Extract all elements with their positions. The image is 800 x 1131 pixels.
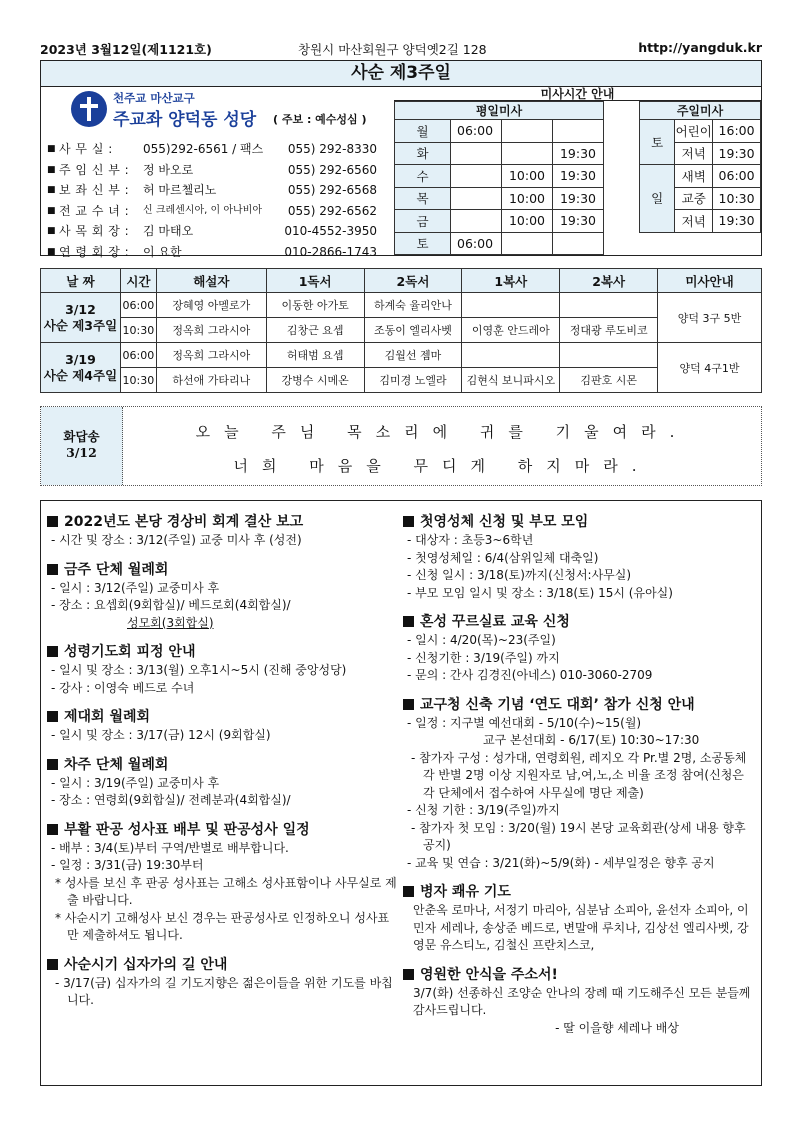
notice-section: [403, 613, 759, 685]
mass-time: 19:30: [713, 210, 761, 233]
staff-role: 사 목 회 장 :: [59, 224, 130, 238]
first-reader-name: 허태범 요셉: [266, 343, 364, 368]
duty-row: [41, 318, 762, 343]
notice-title: [403, 613, 759, 632]
church-logo: [71, 91, 371, 135]
first-reader-name: 김창근 요셉: [266, 318, 364, 343]
duty-column-header: 미사안내: [658, 269, 762, 293]
notice-title-text: 제대회 월례회: [64, 709, 151, 725]
duty-date-sunday: 사순 제4주일: [43, 367, 118, 383]
weekday-label: 월: [395, 120, 451, 143]
staff-name: 신 크레센시아, 이 아나비아: [143, 204, 262, 216]
notice-section: [47, 561, 399, 633]
notice-title-text: 차주 단체 월례회: [64, 756, 169, 773]
website-link[interactable]: http://yangduk.kr: [638, 40, 762, 55]
weekday-mass-row: [395, 142, 604, 165]
notice-line: - 교육 및 연습 : 3/21(화)~5/9(화) - 세부일정은 향후 공지: [407, 855, 715, 870]
staff-name: 정 바오로: [143, 162, 194, 177]
bullet-icon: ■: [47, 144, 56, 154]
second-reader-name: 김월선 젬마: [364, 343, 462, 368]
notice-line: - 부모 모임 일시 및 장소 : 3/18(토) 15시 (유아실): [407, 585, 673, 600]
staff-name: 055)292-6561 / 팩스: [143, 142, 264, 156]
notice-section: [47, 756, 399, 810]
mass-kind: 저녁: [675, 142, 713, 165]
duty-column-header: 해설자: [156, 269, 266, 293]
mass-time: 16:00: [713, 120, 761, 143]
notice-title-text: 사순시기 십자가의 길 안내: [64, 956, 228, 973]
notice-line: - 첫영성체일 : 6/4(삼위일체 대축일): [407, 550, 599, 565]
staff-role: 연 령 회 장 :: [59, 244, 130, 259]
staff-phone: 010-2866-1743: [284, 244, 377, 259]
notice-line: 교구 본선대회 - 6/17(토) 10:30~17:30: [483, 733, 700, 747]
notice-title: [47, 708, 399, 727]
duty-date-sunday: 사순 제3주일: [43, 317, 118, 333]
issue-date: 2023년 3월12일(제1121호): [40, 42, 212, 57]
sunday-label: 일: [640, 165, 675, 233]
notice-line: - 배부 : 3/4(토)부터 구역/반별로 배부합니다.: [51, 840, 289, 855]
square-bullet-icon: [47, 564, 58, 575]
square-bullet-icon: [403, 969, 414, 980]
duty-time: 10:30: [120, 368, 156, 393]
psalm-label-title: 화답송: [63, 429, 100, 444]
weekday-mass-row: [395, 232, 604, 255]
first-server-name: 김현식 보니파시오: [462, 368, 560, 393]
bullet-icon: ■: [47, 164, 56, 175]
mass-kind: 저녁: [675, 210, 713, 233]
notice-title-text: 혼성 꾸르실료 교육 신청: [420, 614, 570, 630]
first-server-name: [462, 293, 560, 318]
duty-date-day: 3/19: [65, 351, 96, 367]
staff-role: 보 좌 신 부 :: [59, 183, 130, 197]
second-server-name: [560, 343, 658, 368]
square-bullet-icon: [403, 616, 414, 627]
second-server-name: 정대광 루도비코: [560, 318, 658, 343]
mass-kind: 어린이: [675, 120, 713, 143]
notice-line: - 신청 기한 : 3/19(주일)까지: [407, 803, 560, 817]
weekday-label: 화: [395, 142, 451, 165]
mass-schedule-title: 미사시간 안내: [394, 87, 761, 101]
square-bullet-icon: [403, 886, 414, 897]
weekday-mass-row: [395, 210, 604, 233]
notice-title: [403, 696, 759, 715]
staff-row: [47, 201, 377, 222]
notice-section: [47, 513, 399, 550]
mass-time: 06:00: [451, 120, 502, 143]
first-server-name: 이영훈 안드레아: [462, 318, 560, 343]
notice-line: * 사순시기 고해성사 보신 경우는 판공성사로 인정하오니 성사표만 제출하셔도 됩니다.: [55, 910, 390, 942]
mass-guide: 양덕 3구 5반: [658, 293, 762, 343]
notice-line: - 일시 : 3/12(주일) 교중미사 후: [51, 580, 220, 595]
mass-time: 19:30: [553, 187, 604, 210]
staff-role: 주 임 신 부 :: [59, 162, 130, 177]
notice-line: - 일정 : 지구별 예선대회 - 5/10(수)~15(월): [407, 715, 642, 730]
page-title: 사순 제3주일: [41, 61, 761, 87]
weekday-label: 토: [395, 232, 451, 255]
diocese-name: 천주교 마산교구: [113, 91, 195, 105]
staff-name: 허 마르첼리노: [143, 183, 217, 197]
notices-left-column: [47, 513, 399, 1021]
notice-title: [47, 821, 399, 840]
duty-column-header: 2독서: [364, 269, 462, 293]
mass-time: 10:00: [502, 187, 553, 210]
mass-time: [553, 232, 604, 255]
church-address: 창원시 마산회원구 양덕옛2길 128: [298, 42, 487, 57]
weekday-label: 금: [395, 210, 451, 233]
notice-title-text: 부활 판공 성사표 배부 및 판공성사 일정: [64, 821, 310, 838]
notice-line: - 참가자 구성 : 성가대, 연령회원, 레지오 각 Pr.별 2명, 소공동체 각 반별 2명 이상 지원자로 남,여,노,소 비율 조정 참여(신청은 각 단체에서 접수하여 사무실에 명단 제출): [411, 750, 747, 800]
notice-title-text: 첫영성체 신청 및 부모 모임: [420, 514, 589, 530]
notice-title: [47, 513, 399, 532]
notice-line: - 강사 : 이영숙 베드로 수녀: [51, 680, 195, 695]
responsorial-psalm-box: [40, 406, 762, 486]
staff-phone: 055) 292-6560: [287, 162, 377, 177]
notice-section: [403, 696, 759, 873]
notice-line: - 시간 및 장소 : 3/12(주일) 교중 미사 후 (성전): [51, 533, 302, 547]
notice-title: [47, 561, 399, 580]
mass-time: 19:30: [553, 165, 604, 188]
staff-row: [47, 180, 377, 201]
notice-line: - 일시 및 장소 : 3/17(금) 12시 (9회합실): [51, 728, 271, 742]
duty-date: [41, 343, 121, 393]
second-reader-name: 하계숙 율리안나: [364, 293, 462, 318]
staff-row: [47, 160, 377, 181]
bullet-icon: ■: [47, 246, 56, 257]
bullet-icon: ■: [47, 185, 56, 195]
staff-phone: 010-4552-3950: [284, 224, 377, 238]
notice-line: 성모회(3회합실): [127, 615, 214, 630]
square-bullet-icon: [47, 711, 58, 722]
square-bullet-icon: [47, 646, 58, 657]
mass-time: [451, 210, 502, 233]
notice-title-text: 2022년도 본당 경상비 회계 결산 보고: [64, 514, 304, 530]
notice-section: [403, 513, 759, 602]
second-reader-name: 조동이 엘리사벳: [364, 318, 462, 343]
duty-row: [41, 293, 762, 318]
weekday-mass-row: [395, 120, 604, 143]
second-reader-name: 김미경 노엘라: [364, 368, 462, 393]
psalm-label-date: 3/12: [66, 445, 97, 460]
liturgy-duty-table: [40, 268, 762, 393]
notice-line: - 대상자 : 초등3~6학년: [407, 533, 534, 547]
weekday-mass-table: [394, 101, 604, 255]
notice-line: - 일시 : 3/19(주일) 교중미사 후: [51, 775, 220, 790]
mass-time: 10:00: [502, 210, 553, 233]
duty-time: 06:00: [120, 293, 156, 318]
patron-note: ( 주보 : 예수성심 ): [273, 113, 367, 126]
notice-line: - 3/17(금) 십자가의 길 기도지향은 젊은이들을 위한 기도를 바칩니다.: [55, 975, 393, 1007]
first-reader-name: 이동한 아가토: [266, 293, 364, 318]
notice-line: - 신청 일시 : 3/18(토)까지(신청서:사무실): [407, 568, 632, 582]
staff-role: 전 교 수 녀 :: [59, 203, 130, 218]
staff-row: [47, 139, 377, 160]
square-bullet-icon: [47, 759, 58, 770]
notice-line: - 딸 이을향 세레나 배상: [555, 1020, 679, 1035]
notice-line: - 일시 : 4/20(목)~23(주일): [407, 633, 556, 647]
second-server-name: 김판호 시몬: [560, 368, 658, 393]
mass-time: 19:30: [713, 142, 761, 165]
notice-section: [47, 643, 399, 697]
notice-line: - 참가자 첫 모임 : 3/20(월) 19시 본당 교육회관(상세 내용 향후 공지): [411, 820, 746, 852]
duty-time: 06:00: [120, 343, 156, 368]
header-box: [40, 60, 762, 259]
notice-title: [403, 966, 759, 985]
mass-time: [502, 120, 553, 143]
staff-name: 이 요한: [143, 244, 182, 259]
weekday-label: 목: [395, 187, 451, 210]
mass-kind: 새벽: [675, 165, 713, 188]
notice-line: - 신청기한 : 3/19(주일) 까지: [407, 650, 560, 665]
staff-phone: 055) 292-8330: [287, 142, 377, 156]
staff-list: [47, 139, 377, 262]
notice-title-text: 병자 쾌유 기도: [420, 884, 511, 900]
notice-section: [47, 956, 399, 1010]
weekday-mass-row: [395, 165, 604, 188]
psalm-line-1: 오늘 주님 목소리에 귀를 기울여라.: [195, 423, 689, 441]
mass-time: 19:30: [553, 210, 604, 233]
notice-line: - 장소 : 연령회(9회합실)/ 전례분과(4회합실)/: [51, 793, 291, 807]
duty-column-header: 1복사: [462, 269, 560, 293]
sunday-mass-table: [639, 101, 761, 233]
notice-title: [403, 883, 759, 902]
square-bullet-icon: [47, 824, 58, 835]
square-bullet-icon: [47, 516, 58, 527]
notice-title-text: 영원한 안식을 주소서!: [420, 966, 558, 983]
notice-line: - 장소 : 요셉회(9회합실)/ 베드로회(4회합실)/: [51, 598, 291, 612]
commentator-name: 하선애 가타리나: [156, 368, 266, 393]
staff-phone: 055) 292-6568: [287, 183, 377, 197]
commentator-name: 정옥희 그라시아: [156, 343, 266, 368]
mass-time: 19:30: [553, 142, 604, 165]
weekday-mass-header: 평일미사: [395, 102, 604, 120]
mass-time: 06:00: [713, 165, 761, 188]
notice-title: [47, 956, 399, 975]
mass-kind: 교중: [675, 187, 713, 210]
notice-section: [403, 966, 759, 1038]
church-name: 주교좌 양덕동 성당: [113, 110, 257, 130]
sunday-mass-header: 주일미사: [640, 102, 761, 120]
staff-role: 사 무 실 :: [59, 142, 113, 156]
notice-line: - 문의 : 간사 김경진(아네스) 010-3060-2709: [407, 668, 653, 682]
psalm-line-2: 너희 마음을 무디게 하지마라.: [233, 457, 651, 475]
mass-time: 10:00: [502, 165, 553, 188]
mass-time: [451, 142, 502, 165]
mass-guide: 양덕 4구1반: [658, 343, 762, 393]
saturday-label: 토: [640, 120, 675, 165]
first-server-name: [462, 343, 560, 368]
commentator-name: 장혜영 아멜로가: [156, 293, 266, 318]
mass-time: 10:30: [713, 187, 761, 210]
mass-time: [451, 165, 502, 188]
duty-column-header: 1독서: [266, 269, 364, 293]
duty-row: [41, 368, 762, 393]
mass-time: 06:00: [451, 232, 502, 255]
mass-time: [502, 142, 553, 165]
notice-title: [47, 756, 399, 775]
duty-column-header: 시간: [120, 269, 156, 293]
notice-title: [47, 643, 399, 662]
notices-right-column: [403, 513, 759, 1048]
mass-time: [451, 187, 502, 210]
notice-line: - 일시 및 장소 : 3/13(월) 오후1시~5시 (진해 중앙성당): [51, 663, 347, 677]
notice-section: [47, 821, 399, 945]
notice-line: 3/7(화) 선종하신 조양순 안나의 장례 때 기도해주신 모든 분들께 감사드립니다.: [413, 985, 751, 1017]
duty-column-header: 날 짜: [41, 269, 121, 293]
notice-title: [403, 513, 759, 532]
second-server-name: [560, 293, 658, 318]
notices-box: [40, 500, 762, 1086]
square-bullet-icon: [47, 959, 58, 970]
weekday-label: 수: [395, 165, 451, 188]
notice-line: * 성사를 보신 후 판공 성사표는 고해소 성사표함이나 사무실로 제출 바랍니다.: [55, 875, 397, 907]
staff-row: [47, 221, 377, 242]
duty-date: [41, 293, 121, 343]
top-bar: [40, 40, 762, 58]
notice-section: [47, 708, 399, 745]
duty-column-header: 2복사: [560, 269, 658, 293]
first-reader-name: 강병수 시메온: [266, 368, 364, 393]
bullet-icon: ■: [47, 205, 56, 216]
mass-time: [553, 120, 604, 143]
cross-logo-icon: [71, 91, 107, 127]
notice-line: - 일정 : 3/31(금) 19:30부터: [51, 858, 204, 872]
duty-time: 10:30: [120, 318, 156, 343]
staff-row: [47, 242, 377, 263]
commentator-name: 정옥희 그라시아: [156, 318, 266, 343]
square-bullet-icon: [403, 516, 414, 527]
square-bullet-icon: [403, 699, 414, 710]
duty-row: [41, 343, 762, 368]
weekday-mass-row: [395, 187, 604, 210]
psalm-label: [41, 407, 123, 485]
staff-name: 김 마태오: [143, 224, 194, 238]
notice-title-text: 금주 단체 월례회: [64, 561, 169, 578]
staff-phone: 055) 292-6562: [287, 203, 377, 218]
bullet-icon: ■: [47, 226, 56, 236]
notice-title-text: 교구청 신축 기념 ‘연도 대회’ 참가 신청 안내: [420, 696, 695, 713]
notice-line: 안춘옥 로마나, 서정기 마리아, 심분남 소피아, 윤선자 소피아, 이민자 세레나, 송상준 베드로, 변말애 루치나, 김상선 엘리사벳, 강영문 유스티노, 김철신 프란치스코,: [413, 903, 749, 952]
notice-title-text: 성령기도회 피정 안내: [64, 644, 196, 660]
duty-date-day: 3/12: [65, 301, 96, 317]
notice-section: [403, 883, 759, 955]
mass-time: [502, 232, 553, 255]
